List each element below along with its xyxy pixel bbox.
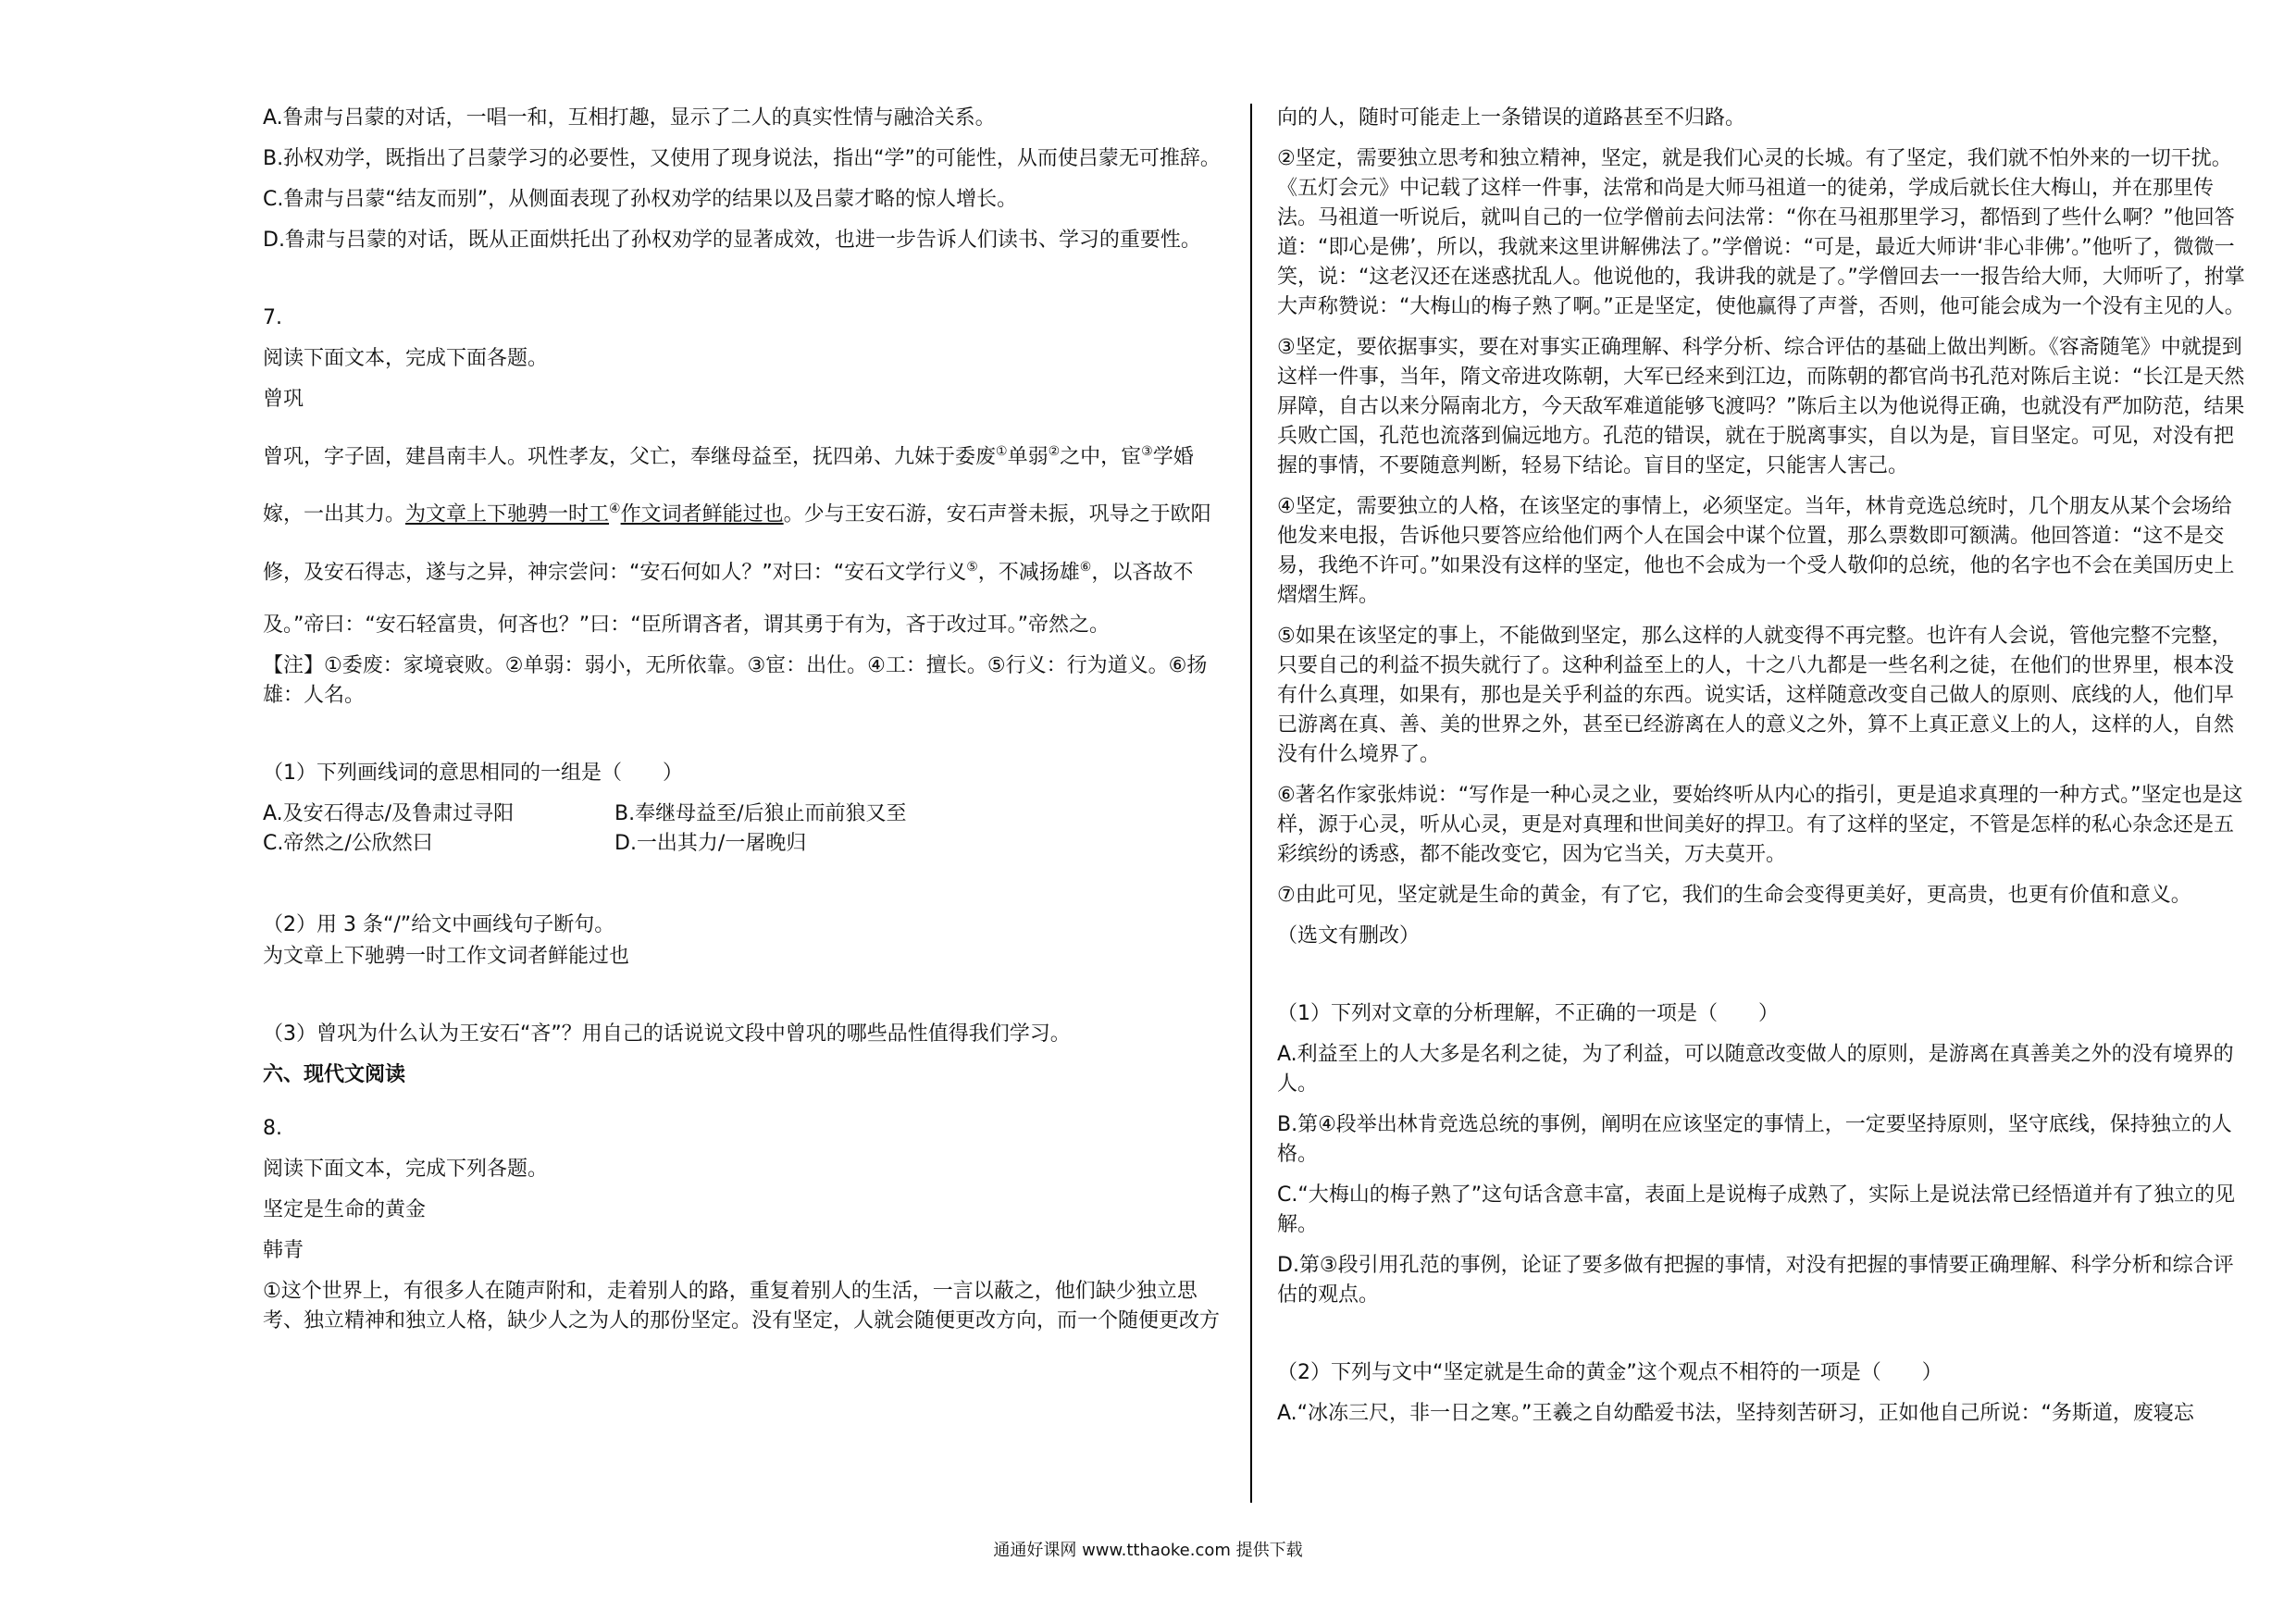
option-c: C.鲁肃与吕蒙“结友而别”，从侧面表现了孙权劝学的结果以及吕蒙才略的惊人增长。 — [263, 188, 1018, 211]
right-column — [1277, 104, 2247, 1440]
subquestion-2: （2）下列与文中“坚定就是生命的黄金”这个观点不相符的一项是（ ） — [1277, 1361, 1942, 1384]
sentence-to-punctuate: 为文章上下驰骋一时工作文词者鲜能过也 — [263, 944, 630, 968]
subquestion-2: （2）用 3 条“/”给文中画线句子断句。 — [263, 912, 615, 936]
essay-paragraph: ⑥著名作家张炜说：“写作是一种心灵之业，要始终听从内心的指引，更是追求真理的一种方式。”坚定也是这样，源于心灵，听从心灵，更是对真理和世间美好的捍卫。有了这样的坚定，不管是怎样的私心杂念还是五彩缤纷的诱惑，都不能改变它，因为它当关，万夫莫开。 — [1277, 784, 2243, 866]
essay-author: 韩青 — [263, 1238, 304, 1262]
page-footer: 通通好课网 www.tthaoke.com 提供下载 — [993, 1541, 1303, 1560]
option-b: B.第④段举出林肯竞选总统的事例，阐明在应该坚定的事情上，一定要坚持原则，坚守底线，保持独立的人格。 — [1277, 1113, 2232, 1166]
essay-paragraph: 向的人，随时可能走上一条错误的道路甚至不归路。 — [1277, 106, 1746, 130]
underlined-sentence: 为文章上下驰骋一时工 — [405, 502, 610, 527]
passage-line: 修，及安石得志，遂与之异，神宗尝问：“安石何如人？”对曰：“安石文学行义⑤，不减扬雄⑥，以吝故不 — [263, 559, 1194, 584]
subquestion-3: （3）曾巩为什么认为王安石“吝”？用自己的话说说文段中曾巩的哪些品性值得我们学习。 — [263, 1022, 1071, 1046]
passage-line: 嫁，一出其力。为文章上下驰骋一时工④作文词者鲜能过也。少与王安石游，安石声誉未振，巩导之于欧阳 — [263, 502, 1211, 527]
essay-paragraph: ⑦由此可见，坚定就是生命的黄金，有了它，我们的生命会变得更美好，更高贵，也更有价值和意义。 — [1277, 884, 2191, 907]
option-a: A.“冰冻三尺，非一日之寒。”王羲之自幼酷爱书法，坚持刻苦研习，正如他自己所说：“务斯道，废寝忘 — [1277, 1402, 2194, 1425]
passage-title: 曾巩 — [263, 388, 304, 411]
column-divider — [1250, 104, 1252, 1503]
essay-paragraph: ②坚定，需要独立思考和独立精神，坚定，就是我们心灵的长城。有了坚定，我们就不怕外来的一切干扰。《五灯会元》中记载了这样一件事，法常和尚是大师马祖道一的徒弟，学成后就长住大梅山，并在那里传法。马祖道一听说后，就叫自己的一位学僧前去问法常：“你在马祖那里学习，都悟到了些什么啊？”他回答道：“即心是佛’，所以，我就来这里讲解佛法了。”学僧说：“可是，最近大师讲‘非心非佛’。”他听了，微微一笑，说：“这老汉还在迷惑扰乱人。他说他的，我讲我的就是了。”学僧回去一一报告给大师，大师听了，拊掌大声称赞说：“大梅山的梅子熟了啊。”正是坚定，使他赢得了声誉，否则，他可能会成为一个没有主见的人。 — [1277, 147, 2245, 318]
essay-paragraph: ④坚定，需要独立的人格，在该坚定的事情上，必须坚定。当年，林肯竞选总统时，几个朋友从某个会场给他发来电报，告诉他只要答应给他们两个人在国会中谋个位置，那么票数即可额满。他回答道：“这不是交易，我绝不许可。”如果没有这样的坚定，他也不会成为一个受人敬仰的总统，他的名字也不会在美国历史上熠熠生辉。 — [1277, 495, 2235, 607]
subquestion-1: （1）下列画线词的意思相同的一组是（ ） — [263, 761, 683, 785]
question-7-number: 7. — [263, 306, 282, 329]
classical-passage — [263, 426, 1223, 651]
question-8-instruction: 阅读下面文本，完成下列各题。 — [263, 1157, 549, 1181]
essay-paragraph: ③坚定，要依据事实，要在对事实正确理解、科学分析、综合评估的基础上做出判断。《容斋随笔》中就提到这样一件事，当年，隋文帝进攻陈朝，大军已经来到江边，而陈朝的都官尚书孔范对陈后主说：“长江是天然屏障，自古以来分隔南北方，今天敌军难道能够飞渡吗？”陈后主以为他说得正确，也就没有严加防范，结果兵败亡国，孔范也流落到偏远地方。孔范的错误，就在于脱离事实，自以为是，盲目坚定。可见，对没有把握的事情，不要随意判断，轻易下结论。盲目的坚定，只能害人害己。 — [1277, 336, 2245, 477]
option-d: D.一出其力/一屠晚归 — [614, 831, 807, 855]
option-d: D.第③段引用孔范的事例，论证了要多做有把握的事情，对没有把握的事情要正确理解、科学分析和综合评估的观点。 — [1277, 1254, 2234, 1307]
question-7-instruction: 阅读下面文本，完成下面各题。 — [263, 347, 549, 370]
option-d: D.鲁肃与吕蒙的对话，既从正面烘托出了孙权劝学的显著成效，也进一步告诉人们读书、学习的重要性。 — [263, 229, 1201, 252]
option-c: C.“大梅山的梅子熟了”这句话含意丰富，表面上是说梅子成熟了，实际上是说法常已经悟道并有了独立的见解。 — [1277, 1183, 2236, 1236]
options-row — [263, 799, 1223, 829]
option-c: C.帝然之/公欣然曰 — [263, 831, 433, 855]
passage-line: 及。”帝曰：“安石轻富贵，何吝也？”曰：“臣所谓吝者，谓其勇于有为，吝于改过耳。”帝然之。 — [263, 613, 1110, 637]
option-b: B.孙权劝学，既指出了吕蒙学习的必要性，又使用了现身说法，指出“学”的可能性，从而使吕蒙无可推辞。 — [263, 147, 1221, 170]
source-note: （选文有删改） — [1277, 924, 1421, 948]
annotation-note: 【注】①委废：家境衰败。②单弱：弱小，无所依靠。③宦：出仕。④工：擅长。⑤行义：行为道义。⑥扬雄：人名。 — [263, 653, 1208, 707]
question-8-number: 8. — [263, 1116, 282, 1140]
essay-paragraph: ①这个世界上，有很多人在随声附和，走着别人的路，重复着别人的生活，一言以蔽之，他们缺少独立思考、独立精神和独立人格，缺少人之为人的那份坚定。没有坚定，人就会随便更改方向，而一个随便更改方 — [263, 1279, 1221, 1332]
option-a: A.及安石得志/及鲁肃过寻阳 — [263, 801, 515, 825]
options-row — [263, 829, 1223, 859]
passage-line: 曾巩，字子固，建昌南丰人。巩性孝友，父亡，奉继母益至，抚四弟、九妹于委废①单弱②之中，宦③学婚 — [263, 444, 1194, 469]
option-a: A.鲁肃与吕蒙的对话，一唱一和，互相打趣，显示了二人的真实性情与融洽关系。 — [263, 106, 996, 130]
option-a: A.利益至上的人大多是名利之徒，为了利益，可以随意改变做人的原则，是游离在真善美之外的没有境界的人。 — [1277, 1043, 2234, 1096]
essay-title: 坚定是生命的黄金 — [263, 1197, 427, 1221]
essay-paragraph: ⑤如果在该坚定的事上，不能做到坚定，那么这样的人就变得不再完整。也许有人会说，管他完整不完整，只要自己的利益不损失就行了。这种利益至上的人，十之八九都是一些名利之徒，在他们的世界里，根本没有什么真理，如果有，那也是关乎利益的东西。说实话，这样随意改变自己做人的原则、底线的人，他们早已游离在真、善、美的世界之外，甚至已经游离在人的意义之外，算不上真正意义上的人，这样的人，自然没有什么境界了。 — [1277, 625, 2235, 766]
left-column — [263, 104, 1223, 1347]
option-b: B.奉继母益至/后狼止而前狼又至 — [614, 801, 907, 825]
underlined-sentence: 作文词者鲜能过也 — [620, 502, 784, 527]
subquestion-1: （1）下列对文章的分析理解，不正确的一项是（ ） — [1277, 1002, 1779, 1025]
section-heading: 六、现代文阅读 — [263, 1062, 406, 1086]
